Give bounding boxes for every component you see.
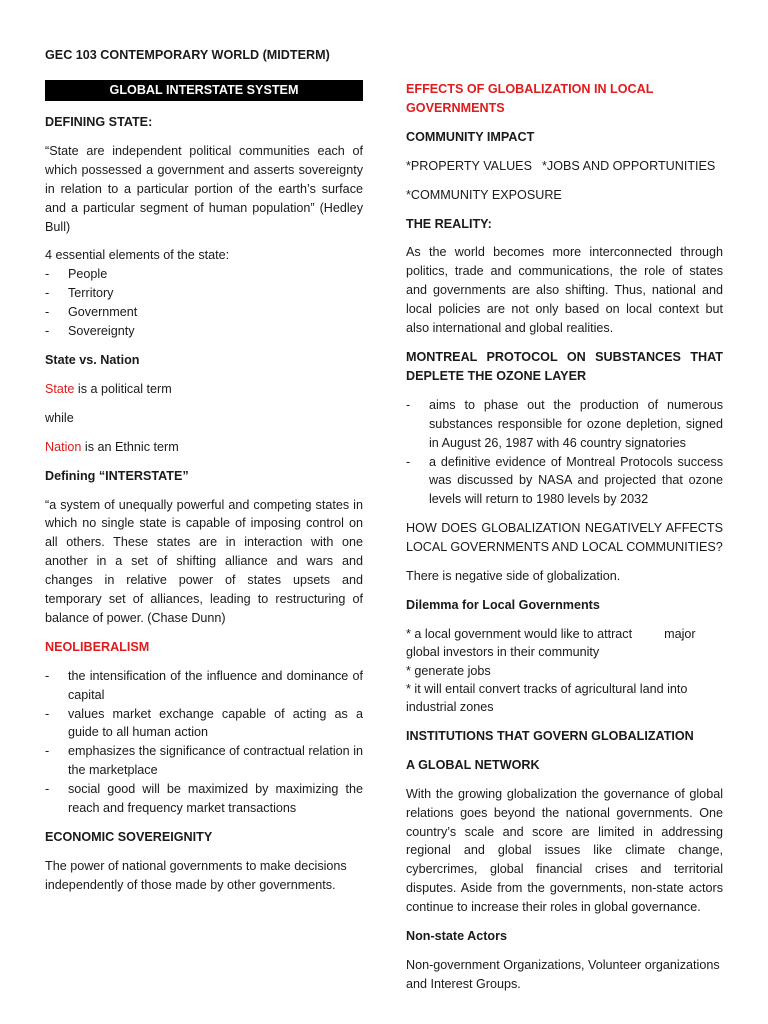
global-network-text: With the growing globalization the governance of global relations goes beyond the national governments. One country’s scale and score are limited in addressing regional and global issues like climate change, cybercrimes, global financial crises and territorial disputes. Aside from the governments, non-state actors continue to increase their roles in global governance. — [406, 786, 723, 915]
community-impact-heading: COMMUNITY IMPACT — [406, 129, 535, 144]
left-column — [45, 80, 363, 905]
list-item: - social good will be maximized by maximizing the reach and frequency market transactions — [45, 780, 363, 818]
non-state-heading: Non-state Actors — [406, 929, 507, 944]
dilemma-line-4: * it will entail convert tracks of agricultural land into industrial zones — [406, 682, 688, 715]
document-title: GEC 103 CONTEMPORARY WORLD (MIDTERM) — [45, 48, 330, 62]
dilemma-heading: Dilemma for Local Governments — [406, 597, 600, 612]
interstate-quote: “a system of unequally powerful and competing states in which no single state is capable of imposing control on all others. These states are in interaction with one another in a set of shifting alliance and wars and changes in relative power of states upsets and temporary set of alliances, leading to restructuring of balance of power. (Chase Dunn) — [45, 497, 363, 625]
global-interstate-banner: GLOBAL INTERSTATE SYSTEM — [45, 80, 363, 101]
while-text: while — [45, 410, 74, 425]
list-item: - the intensification of the influence and dominance of capital — [45, 667, 363, 705]
dilemma-line-3: * generate jobs — [406, 663, 491, 678]
list-item: - values market exchange capable of acting as a guide to all human action — [45, 705, 363, 743]
state-definition — [45, 380, 363, 399]
state-term: State — [45, 381, 75, 396]
impact-line-1 — [406, 157, 723, 176]
defining-interstate-heading: Defining “INTERSTATE” — [45, 468, 189, 483]
neoliberalism-list — [45, 667, 363, 818]
neoliberalism-heading: NEOLIBERALISM — [45, 639, 150, 654]
state-vs-nation-heading: State vs. Nation — [45, 352, 140, 367]
impact-line-2: *COMMUNITY EXPOSURE — [406, 187, 562, 202]
negative-side-text: There is negative side of globalization. — [406, 569, 621, 584]
defining-state-heading: DEFINING STATE: — [45, 115, 153, 129]
elements-list — [45, 265, 363, 341]
reality-heading: THE REALITY: — [406, 216, 492, 231]
nation-definition-text: is an Ethnic term — [81, 439, 179, 454]
economic-sovereignity-text: The power of national governments to make decisions independently of those made by other governments. — [45, 858, 347, 892]
list-item: - People — [45, 265, 363, 284]
reality-text: As the world becomes more interconnected through politics, trade and communications, the role of states and governments are also shifting. Thus, national and local policies are not only based on local context but also international and global realities. — [406, 245, 723, 336]
economic-sovereignity-heading: ECONOMIC SOVEREIGNITY — [45, 830, 213, 844]
montreal-list — [406, 396, 723, 509]
list-item: - Government — [45, 303, 363, 322]
list-item: - Sovereignty — [45, 322, 363, 341]
non-state-text: Non-government Organizations, Volunteer organizations and Interest Groups. — [406, 957, 720, 991]
elements-intro: 4 essential elements of the state: — [45, 248, 230, 263]
defining-state-quote: “State are independent political communities each of which possessed a government and asserts sovereignty in relation to a particular portion of the earth’s surface and a particular segment of human population” (Hedley Bull) — [45, 143, 363, 234]
dilemma-line-2: global investors in their community — [406, 645, 600, 660]
nation-term: Nation — [45, 439, 82, 454]
effects-heading: EFFECTS OF GLOBALIZATION IN LOCAL GOVERNMENTS — [406, 82, 654, 115]
global-network-heading: A GLOBAL NETWORK — [406, 757, 540, 772]
list-item: - aims to phase out the production of numerous substances responsible for ozone depletion, signed in August 26, 1987 with 46 country signatories — [406, 396, 723, 453]
list-item: - Territory — [45, 284, 363, 303]
state-definition-text: is a political term — [74, 381, 172, 396]
dilemma-line-1-end: major — [664, 626, 696, 641]
nation-definition — [45, 438, 363, 457]
dilemma-text — [406, 625, 723, 717]
list-item: - a definitive evidence of Montreal Protocols success was discussed by NASA and projected that ozone levels will return to 1980 levels by 2032 — [406, 453, 723, 510]
right-column — [406, 80, 723, 1004]
list-item: - emphasizes the significance of contractual relation in the marketplace — [45, 742, 363, 780]
how-question: HOW DOES GLOBALIZATION NEGATIVELY AFFECTS LOCAL GOVERNMENTS AND LOCAL COMMUNITIES? — [406, 521, 723, 555]
impact-property-values: *PROPERTY VALUES — [406, 158, 532, 173]
institutions-heading: INSTITUTIONS THAT GOVERN GLOBALIZATION — [406, 728, 694, 743]
impact-jobs: *JOBS AND OPPORTUNITIES — [542, 158, 716, 173]
dilemma-line-1: * a local government would like to attract — [406, 626, 633, 641]
montreal-heading: MONTREAL PROTOCOL ON SUBSTANCES THAT DEPLETE THE OZONE LAYER — [406, 349, 723, 383]
